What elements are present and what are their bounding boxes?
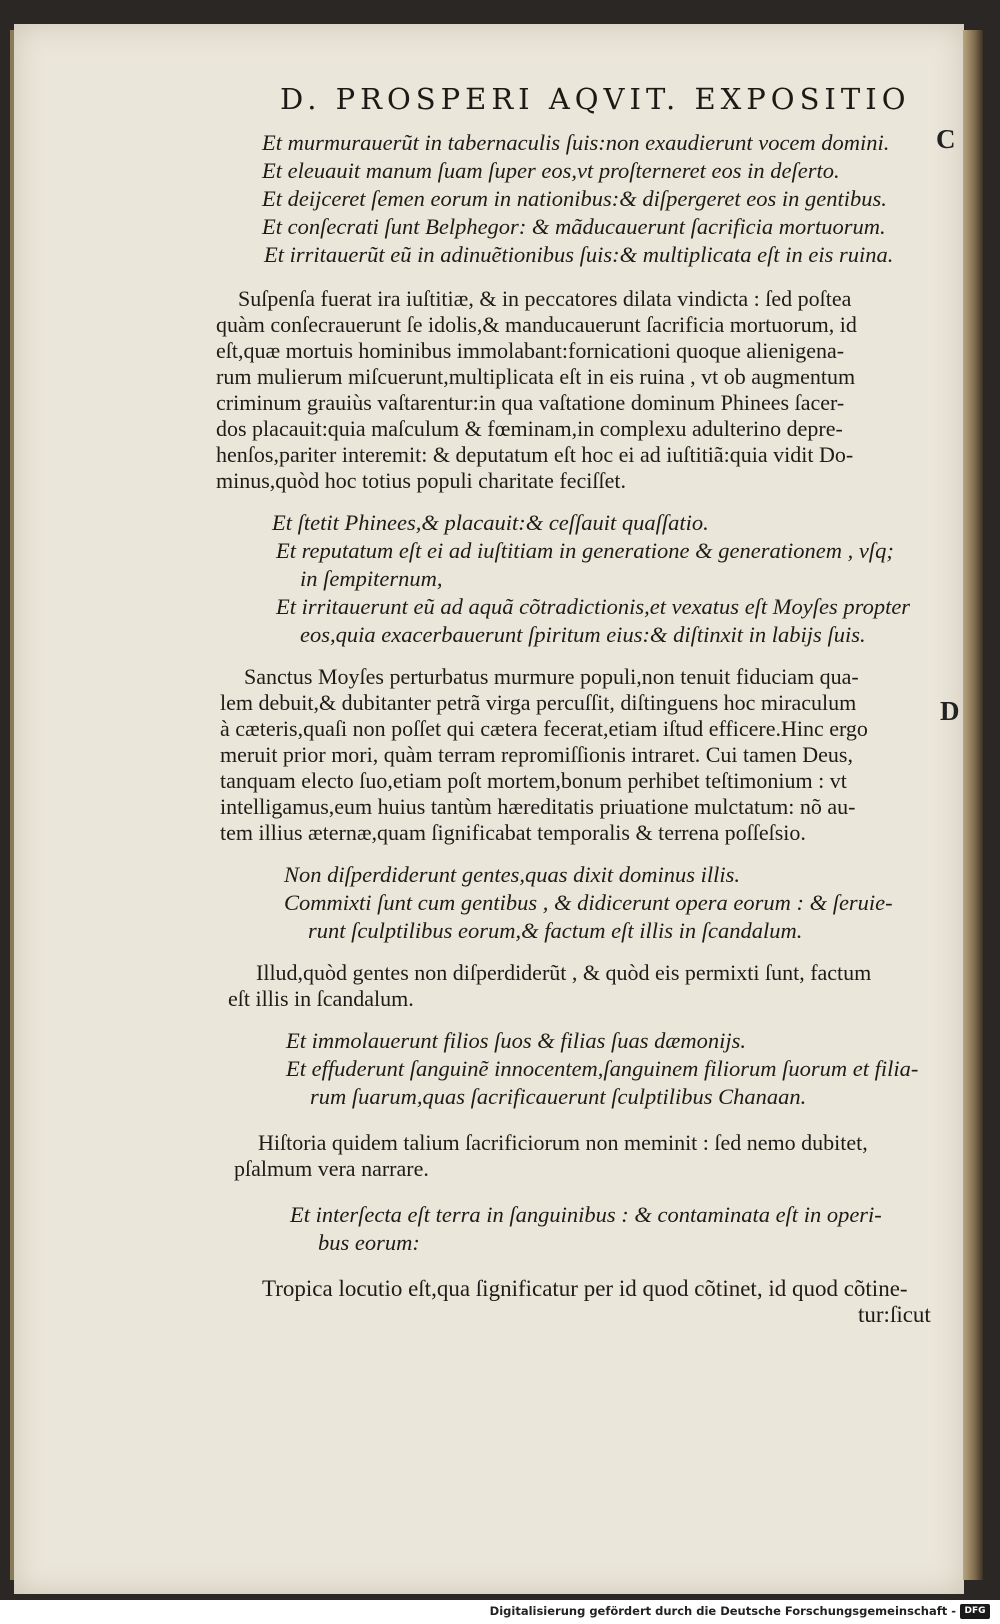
margin-letter-c: C bbox=[936, 124, 956, 154]
commentary-line: quàm conſecrauerunt ſe idolis,& manducauerunt ſacrificia mortuorum, id bbox=[216, 312, 857, 337]
verse-line: in ſempiternum, bbox=[300, 566, 443, 591]
commentary-line: tem illius æternæ,quam ſignificabat temporalis & terrena poſſeſsio. bbox=[220, 820, 806, 845]
commentary-line: intelligamus,eum huius tantùm hæreditatis priuatione mulctatum: nõ au- bbox=[220, 794, 856, 819]
commentary-line: lem debuit,& dubitanter petrã virga percuſſit, diſtinguens hoc miraculum bbox=[220, 690, 857, 715]
running-head: D. PROSPERI AQVIT. EXPOSITIO bbox=[280, 82, 911, 116]
commentary-line: Illud,quòd gentes non diſperdiderũt , & quòd eis permixti ſunt, factum bbox=[256, 960, 872, 985]
commentary-line: criminum grauiùs vaſtarentur:in qua vaſtatione dominum Phinees ſacer- bbox=[216, 390, 845, 415]
dfg-logo-icon: DFG bbox=[960, 1604, 990, 1619]
commentary-line: Hiſtoria quidem talium ſacrificiorum non meminit : ſed nemo dubitet, bbox=[258, 1130, 868, 1155]
catchword: tur:ſicut bbox=[858, 1302, 931, 1327]
commentary-line: Suſpenſa fuerat ira iuſtitiæ, & in peccatores dilata vindicta : ſed poſtea bbox=[238, 286, 852, 311]
commentary-line: meruit prior mori, quàm terram repromiſſionis intraret. Cui tamen Deus, bbox=[220, 742, 853, 767]
commentary-line: henſos,pariter interemit: & deputatum eſt hoc ei ad iuſtitiã:quia vidit Do- bbox=[216, 442, 854, 467]
commentary-line: Tropica locutio eſt,qua ſignificatur per id quod cõtinet, id quod cõtine- bbox=[262, 1276, 908, 1301]
verse-line: Et interſecta eſt terra in ſanguinibus : & contaminata eſt in operi- bbox=[290, 1202, 882, 1227]
commentary-line: eſt illis in ſcandalum. bbox=[228, 986, 414, 1011]
verse-line: Et conſecrati ſunt Belphegor: & mãducauerunt ſacrificia mortuorum. bbox=[262, 214, 886, 239]
book-page-edge bbox=[963, 30, 983, 1580]
verse-line: eos,quia exacerbauerunt ſpiritum eius:& diſtinxit in labijs ſuis. bbox=[300, 622, 866, 647]
commentary-line: rum mulierum miſcuerunt,multiplicata eſt in eis ruina , vt ob augmentum bbox=[216, 364, 856, 389]
verse-line: Et deijceret ſemen eorum in nationibus:& diſpergeret eos in gentibus. bbox=[262, 186, 887, 211]
verse-line: Et reputatum eſt ei ad iuſtitiam in generatione & generationem , vſq; bbox=[276, 538, 894, 563]
commentary-line: dos placauit:quia maſculum & fœminam,in complexu adulterino depre- bbox=[216, 416, 843, 441]
footer-bar bbox=[0, 1600, 1000, 1624]
commentary-line: Sanctus Moyſes perturbatus murmure populi,non tenuit fiduciam qua- bbox=[244, 664, 859, 689]
verse-line: Et irritauerunt eũ ad aquã cõtradictionis,et vexatus eſt Moyſes propter bbox=[276, 594, 911, 619]
verse-line: Et effuderunt ſanguinẽ innocentem,ſanguinem filiorum ſuorum et filia- bbox=[286, 1056, 919, 1081]
verse-line: rum ſuarum,quas ſacrificauerunt ſculptilibus Chanaan. bbox=[310, 1084, 807, 1109]
verse-line: bus eorum: bbox=[318, 1230, 420, 1255]
verse-line: Non diſperdiderunt gentes,quas dixit dominus illis. bbox=[284, 862, 741, 887]
verse-line: Commixti ſunt cum gentibus , & didicerunt opera eorum : & ſeruie- bbox=[284, 890, 893, 915]
commentary-line: pſalmum vera narrare. bbox=[234, 1156, 429, 1181]
commentary-line: eſt,quæ mortuis hominibus immolabant:fornicationi quoque alienigena- bbox=[216, 338, 845, 363]
commentary-line: tanquam electo ſuo,etiam poſt mortem,bonum perhibet teſtimonium : vt bbox=[220, 768, 847, 793]
margin-letter-d: D bbox=[940, 696, 960, 726]
verse-line: runt ſculptilibus eorum,& factum eſt illis in ſcandalum. bbox=[308, 918, 803, 943]
verse-line: Et murmurauerũt in tabernaculis ſuis:non exaudierunt vocem domini. bbox=[262, 130, 890, 155]
verse-line: Et ſtetit Phinees,& placauit:& ceſſauit quaſſatio. bbox=[272, 510, 709, 535]
commentary-line: à cæteris,quaſi non poſſet qui cætera fecerat,etiam iſtud efficere.Hinc ergo bbox=[220, 716, 868, 741]
verse-line: Et eleuauit manum ſuam ſuper eos,vt proſterneret eos in deſerto. bbox=[262, 158, 840, 183]
commentary-line: minus,quòd hoc totius populi charitate feciſſet. bbox=[216, 468, 626, 493]
footer-credit: Digitalisierung gefördert durch die Deutsche Forschungsgemeinschaft - bbox=[489, 1604, 956, 1618]
verse-line: Et irritauerũt eũ in adinuẽtionibus ſuis:& multiplicata eſt in eis ruina. bbox=[264, 242, 894, 267]
verse-line: Et immolauerunt filios ſuos & filias ſuas dæmonijs. bbox=[286, 1028, 747, 1053]
